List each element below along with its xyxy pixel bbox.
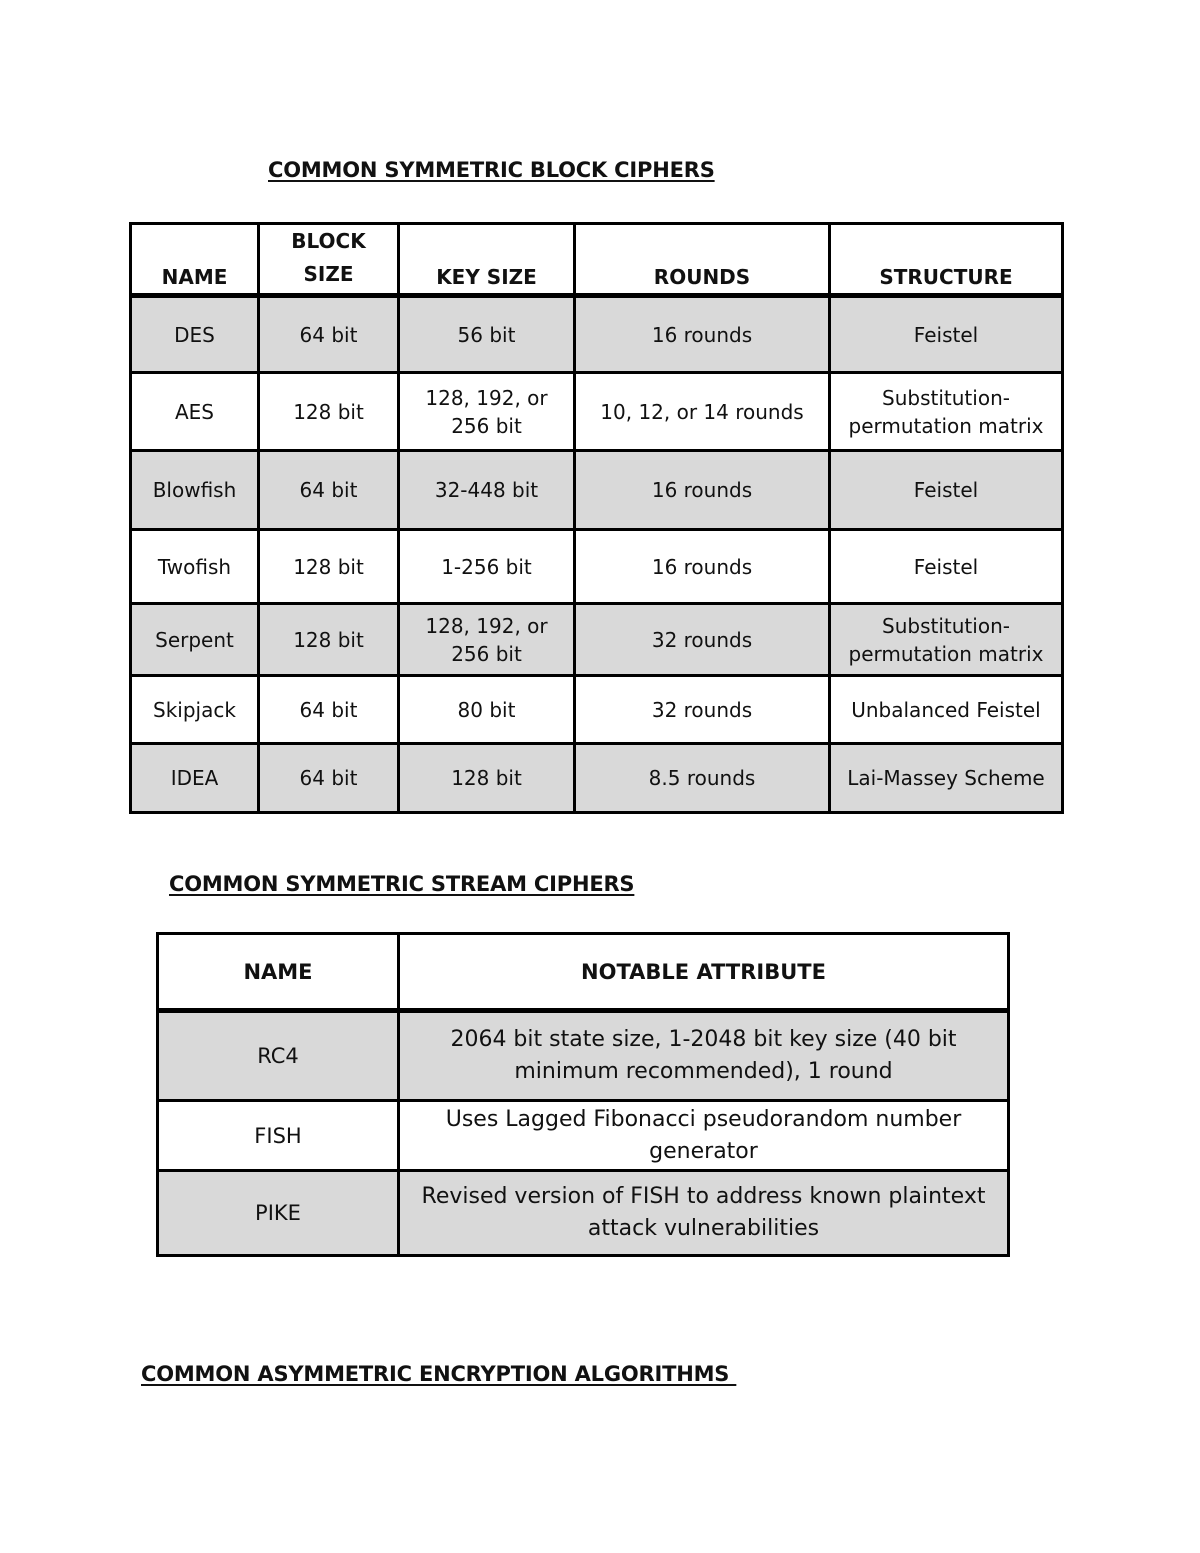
header-key-size: KEY SIZE xyxy=(399,224,575,296)
asymmetric-heading: COMMON ASYMMETRIC ENCRYPTION ALGORITHMS xyxy=(141,1362,737,1386)
cell-block-size: 64 bit xyxy=(259,676,399,744)
header-block-size-line1: BLOCK xyxy=(291,229,366,253)
cell-name: Blowfish xyxy=(131,451,259,530)
cell-name: PIKE xyxy=(158,1171,399,1256)
cell-name: Twofish xyxy=(131,530,259,604)
header-block-size-line2: SIZE xyxy=(303,262,354,286)
table-row xyxy=(131,744,1063,813)
cell-key-size: 80 bit xyxy=(399,676,575,744)
cell-structure: Feistel xyxy=(830,530,1063,604)
cell-name: IDEA xyxy=(131,744,259,813)
cell-rounds: 16 rounds xyxy=(575,296,830,373)
stream-ciphers-heading: COMMON SYMMETRIC STREAM CIPHERS xyxy=(169,872,635,896)
table-row xyxy=(131,604,1063,676)
cell-block-size: 128 bit xyxy=(259,530,399,604)
cell-rounds: 32 rounds xyxy=(575,676,830,744)
cell-name: Serpent xyxy=(131,604,259,676)
cell-rounds: 16 rounds xyxy=(575,451,830,530)
stream-ciphers-table xyxy=(156,932,1010,1257)
cell-key-size: 128, 192, or 256 bit xyxy=(399,373,575,451)
header-structure: STRUCTURE xyxy=(830,224,1063,296)
cell-structure: Lai-Massey Scheme xyxy=(830,744,1063,813)
table-row xyxy=(131,296,1063,373)
cell-key-size: 56 bit xyxy=(399,296,575,373)
cell-key-size: 1-256 bit xyxy=(399,530,575,604)
cell-structure: Substitution-permutation matrix xyxy=(830,373,1063,451)
cell-name: DES xyxy=(131,296,259,373)
cell-block-size: 128 bit xyxy=(259,373,399,451)
table-row xyxy=(131,373,1063,451)
cell-attribute: Uses Lagged Fibonacci pseudorandom number generator xyxy=(399,1101,1009,1171)
table-row xyxy=(158,1101,1009,1171)
block-ciphers-heading: COMMON SYMMETRIC BLOCK CIPHERS xyxy=(268,158,715,182)
cell-block-size: 64 bit xyxy=(259,451,399,530)
cell-key-size: 128 bit xyxy=(399,744,575,813)
block-ciphers-table xyxy=(129,222,1064,814)
table-row xyxy=(131,530,1063,604)
stream-header-row xyxy=(158,934,1009,1011)
cell-attribute: 2064 bit state size, 1-2048 bit key size (40 bit minimum recommended), 1 round xyxy=(399,1011,1009,1101)
header-name: NAME xyxy=(131,224,259,296)
cell-attribute: Revised version of FISH to address known plaintext attack vulnerabilities xyxy=(399,1171,1009,1256)
cell-block-size: 128 bit xyxy=(259,604,399,676)
table-row xyxy=(158,1171,1009,1256)
cell-structure: Substitution-permutation matrix xyxy=(830,604,1063,676)
header-block-size xyxy=(259,224,399,296)
cell-structure: Feistel xyxy=(830,296,1063,373)
table-row xyxy=(131,676,1063,744)
table-row xyxy=(158,1011,1009,1101)
header-rounds: ROUNDS xyxy=(575,224,830,296)
cell-rounds: 32 rounds xyxy=(575,604,830,676)
cell-key-size: 32-448 bit xyxy=(399,451,575,530)
cell-name: AES xyxy=(131,373,259,451)
cell-rounds: 10, 12, or 14 rounds xyxy=(575,373,830,451)
header-name: NAME xyxy=(158,934,399,1011)
cell-block-size: 64 bit xyxy=(259,296,399,373)
cell-rounds: 16 rounds xyxy=(575,530,830,604)
cell-name: RC4 xyxy=(158,1011,399,1101)
cell-block-size: 64 bit xyxy=(259,744,399,813)
cell-key-size: 128, 192, or 256 bit xyxy=(399,604,575,676)
header-notable-attribute: NOTABLE ATTRIBUTE xyxy=(399,934,1009,1011)
cell-name: FISH xyxy=(158,1101,399,1171)
cell-structure: Feistel xyxy=(830,451,1063,530)
cell-rounds: 8.5 rounds xyxy=(575,744,830,813)
cell-name: Skipjack xyxy=(131,676,259,744)
cell-structure: Unbalanced Feistel xyxy=(830,676,1063,744)
table-row xyxy=(131,451,1063,530)
block-header-row xyxy=(131,224,1063,296)
